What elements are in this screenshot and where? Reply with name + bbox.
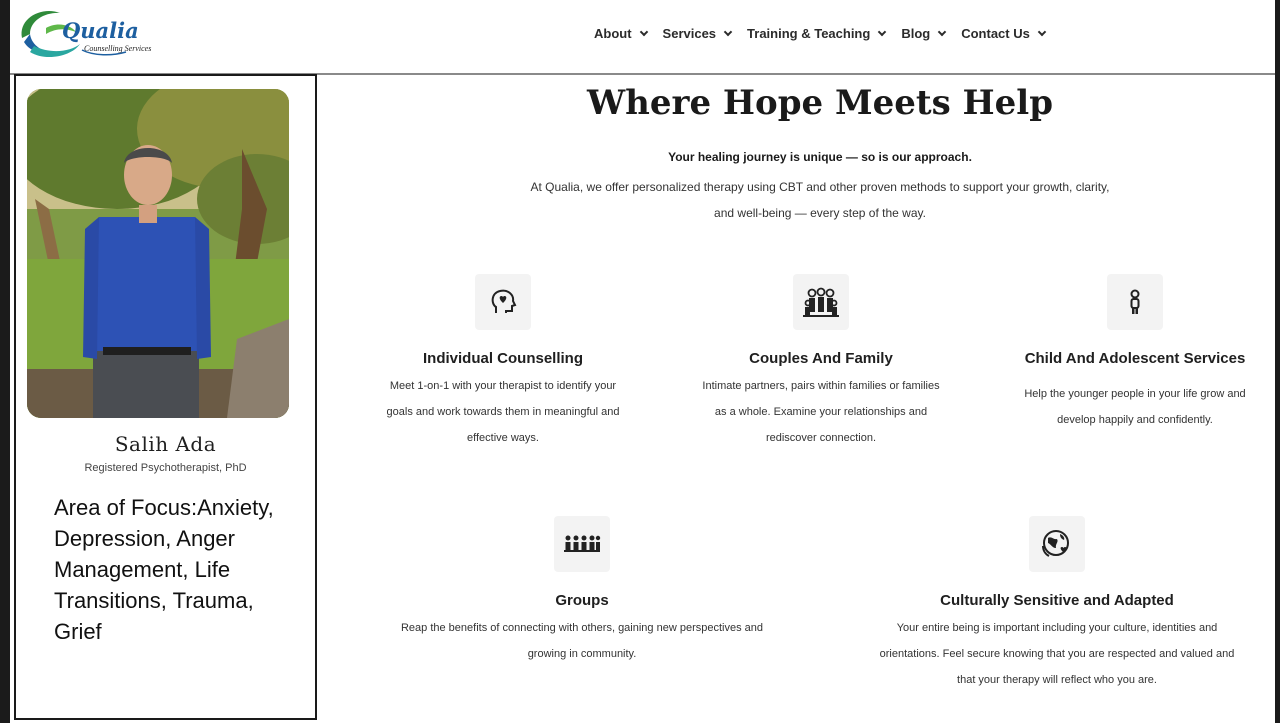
- group-icon: [554, 516, 610, 572]
- hero-tagline: Your healing journey is unique — so is our approach.: [668, 150, 972, 164]
- nav-contact-us[interactable]: [961, 26, 1045, 41]
- chevron-down-icon: [724, 27, 732, 35]
- main-nav: [594, 26, 1045, 41]
- therapist-photo: [27, 89, 289, 418]
- family-icon: [793, 274, 849, 330]
- service-description: [830, 615, 1280, 693]
- service-title: Couples And Family: [749, 350, 893, 367]
- service-desc-line: Reap the benefits of connecting with others, gaining new perspectives and: [400, 622, 763, 634]
- service-desc-line: orientations. Feel secure knowing that you are respected and valued and: [879, 648, 1235, 660]
- service-title: Child And Adolescent Services: [1024, 350, 1246, 367]
- chevron-down-icon: [639, 27, 647, 35]
- therapist-photo-illustration: [27, 89, 289, 418]
- service-title: Culturally Sensitive and Adapted: [940, 592, 1174, 609]
- service-desc-line: growing in community.: [527, 648, 637, 660]
- service-description: [344, 615, 820, 667]
- service-culturally-sensitive[interactable]: [830, 516, 1280, 693]
- therapist-profile-card: [14, 74, 317, 720]
- service-child-adolescent[interactable]: [985, 274, 1280, 433]
- service-desc-line: goals and work towards them in meaningful and: [386, 406, 620, 418]
- head-heart-icon: [475, 274, 531, 330]
- service-desc-line: develop happily and confidently.: [1057, 414, 1213, 426]
- qualia-logo[interactable]: [16, 4, 176, 68]
- service-desc-line: Your entire being is important including your culture, identities and: [896, 622, 1218, 634]
- nav-blog[interactable]: [901, 26, 945, 41]
- service-individual-counselling[interactable]: [344, 274, 662, 451]
- service-desc-line: as a whole. Examine your relationships and: [714, 406, 928, 418]
- chevron-down-icon: [938, 27, 946, 35]
- service-couples-family[interactable]: [662, 274, 980, 451]
- screen-edge-left: [0, 0, 10, 723]
- chevron-down-icon: [878, 27, 886, 35]
- service-desc-line: that your therapy will reflect who you are.: [957, 674, 1157, 686]
- nav-contact-label: Contact Us: [961, 26, 1030, 41]
- service-desc-line: rediscover connection.: [765, 432, 877, 444]
- child-icon: [1107, 274, 1163, 330]
- service-title: Groups: [555, 592, 609, 609]
- chevron-down-icon: [1038, 27, 1046, 35]
- service-description: [662, 373, 980, 451]
- therapist-credentials: Registered Psychotherapist, PhD: [84, 462, 247, 474]
- hero-intro: [490, 174, 1150, 226]
- nav-services[interactable]: [663, 26, 732, 41]
- nav-about-label: About: [594, 26, 632, 41]
- service-desc-line: Meet 1-on-1 with your therapist to identify your: [389, 380, 617, 392]
- hero-intro-line: At Qualia, we offer personalized therapy using CBT and other proven methods to support your growth, clarity,: [530, 180, 1110, 194]
- nav-training-teaching[interactable]: [747, 26, 885, 41]
- service-desc-line: effective ways.: [467, 432, 539, 444]
- hero-intro-line: and well-being — every step of the way.: [714, 206, 926, 220]
- therapist-name: Salih Ada: [114, 432, 217, 456]
- nav-services-label: Services: [662, 26, 717, 41]
- service-groups[interactable]: [344, 516, 820, 667]
- service-description: [344, 373, 662, 451]
- service-description: [985, 381, 1280, 433]
- globe-heart-icon: [1029, 516, 1085, 572]
- service-desc-line: Intimate partners, pairs within families or families: [702, 380, 940, 392]
- logo-wordmark: Qualia: [62, 18, 139, 43]
- service-title: Individual Counselling: [422, 350, 583, 367]
- nav-blog-label: Blog: [901, 26, 931, 41]
- nav-about[interactable]: [594, 26, 647, 41]
- page-headline: Where Hope Meets Help: [587, 83, 1053, 123]
- logo-tagline: Counselling Services: [84, 44, 152, 53]
- site-header: [10, 0, 1275, 75]
- therapist-areas-of-focus: Area of Focus:Anxiety, Depression, Anger Management, Life Transitions, Trauma, Grief: [54, 495, 274, 644]
- service-desc-line: Help the younger people in your life grow and: [1024, 388, 1246, 400]
- nav-training-label: Training & Teaching: [747, 26, 871, 41]
